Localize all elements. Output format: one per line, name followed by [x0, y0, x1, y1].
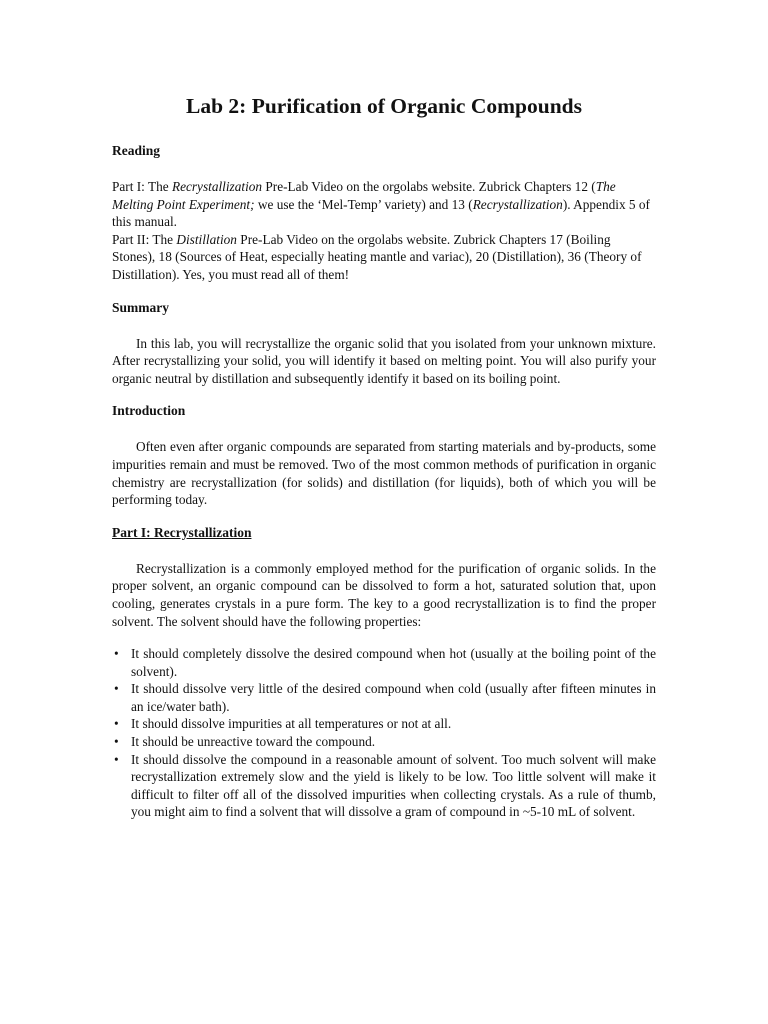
summary-paragraph: In this lab, you will recrystallize the organic solid that you isolated from your unknown mixture. After recrystallizing your solid, you will identify it based on melting point. You will also purify your organic neutral by distillation and subsequently identify it based on its boiling point. — [112, 335, 656, 386]
reading-part2: Part II: The Distillation Pre-Lab Video on the orgolabs website. Zubrick Chapters 17 (Boiling Stones), 18 (Sources of Heat, especially heating mantle and variac), 20 (Distillation), 36 (Theory of Distillation). Yes, you must read all of them! — [112, 231, 642, 282]
list-item: • It should dissolve the compound in a reasonable amount of solvent. Too much solvent will make recrystallization extremely slow and the yield is likely to be low. Too little solvent will make it difficult to filter off all of the dissolved impurities when collecting crystals. As a rule of thumb, you might aim to find a solvent that will dissolve a gram of compound in ~5-10 mL of solvent. — [112, 751, 656, 821]
part1-heading: Part I: Recrystallization — [112, 524, 252, 540]
summary-heading: Summary — [112, 299, 169, 315]
reading-heading: Reading — [112, 143, 161, 158]
introduction-heading: Introduction — [112, 403, 186, 419]
reading-part1: Part I: The Recrystallization Pre-Lab Video on the orgolabs website. Zubrick Chapters 12 (The Melting Point Experiment; we use the ‘Mel-Temp’ variety) and 13 (Recrystallization). Appendix 5 of this manual. — [112, 179, 650, 230]
solvent-properties-list — [112, 645, 656, 821]
list-item: • It should completely dissolve the desired compound when hot (usually at the boiling point of the solvent). — [112, 645, 656, 680]
document-title: Lab 2: Purification of Organic Compounds — [186, 94, 582, 118]
list-item: • It should be unreactive toward the compound. — [112, 733, 656, 751]
introduction-paragraph: Often even after organic compounds are separated from starting materials and by-products, some impurities remain and must be removed. Two of the most common methods of purification in organic chemistry are recrystallization (for solids) and distillation (for liquids), both of which you will be performing today. — [112, 439, 656, 508]
list-item: • It should dissolve impurities at all temperatures or not at all. — [112, 715, 656, 733]
list-item: • It should dissolve very little of the desired compound when cold (usually after fifteen minutes in an ice/water bath). — [112, 680, 656, 715]
part1-paragraph: Recrystallization is a commonly employed method for the purification of organic solids. In the proper solvent, an organic compound can be dissolved to form a hot, saturated solution that, upon cooling, generates crystals in a pure form. The key to a good recrystallization is to find the proper solvent. The solvent should have the following properties: — [112, 560, 656, 629]
